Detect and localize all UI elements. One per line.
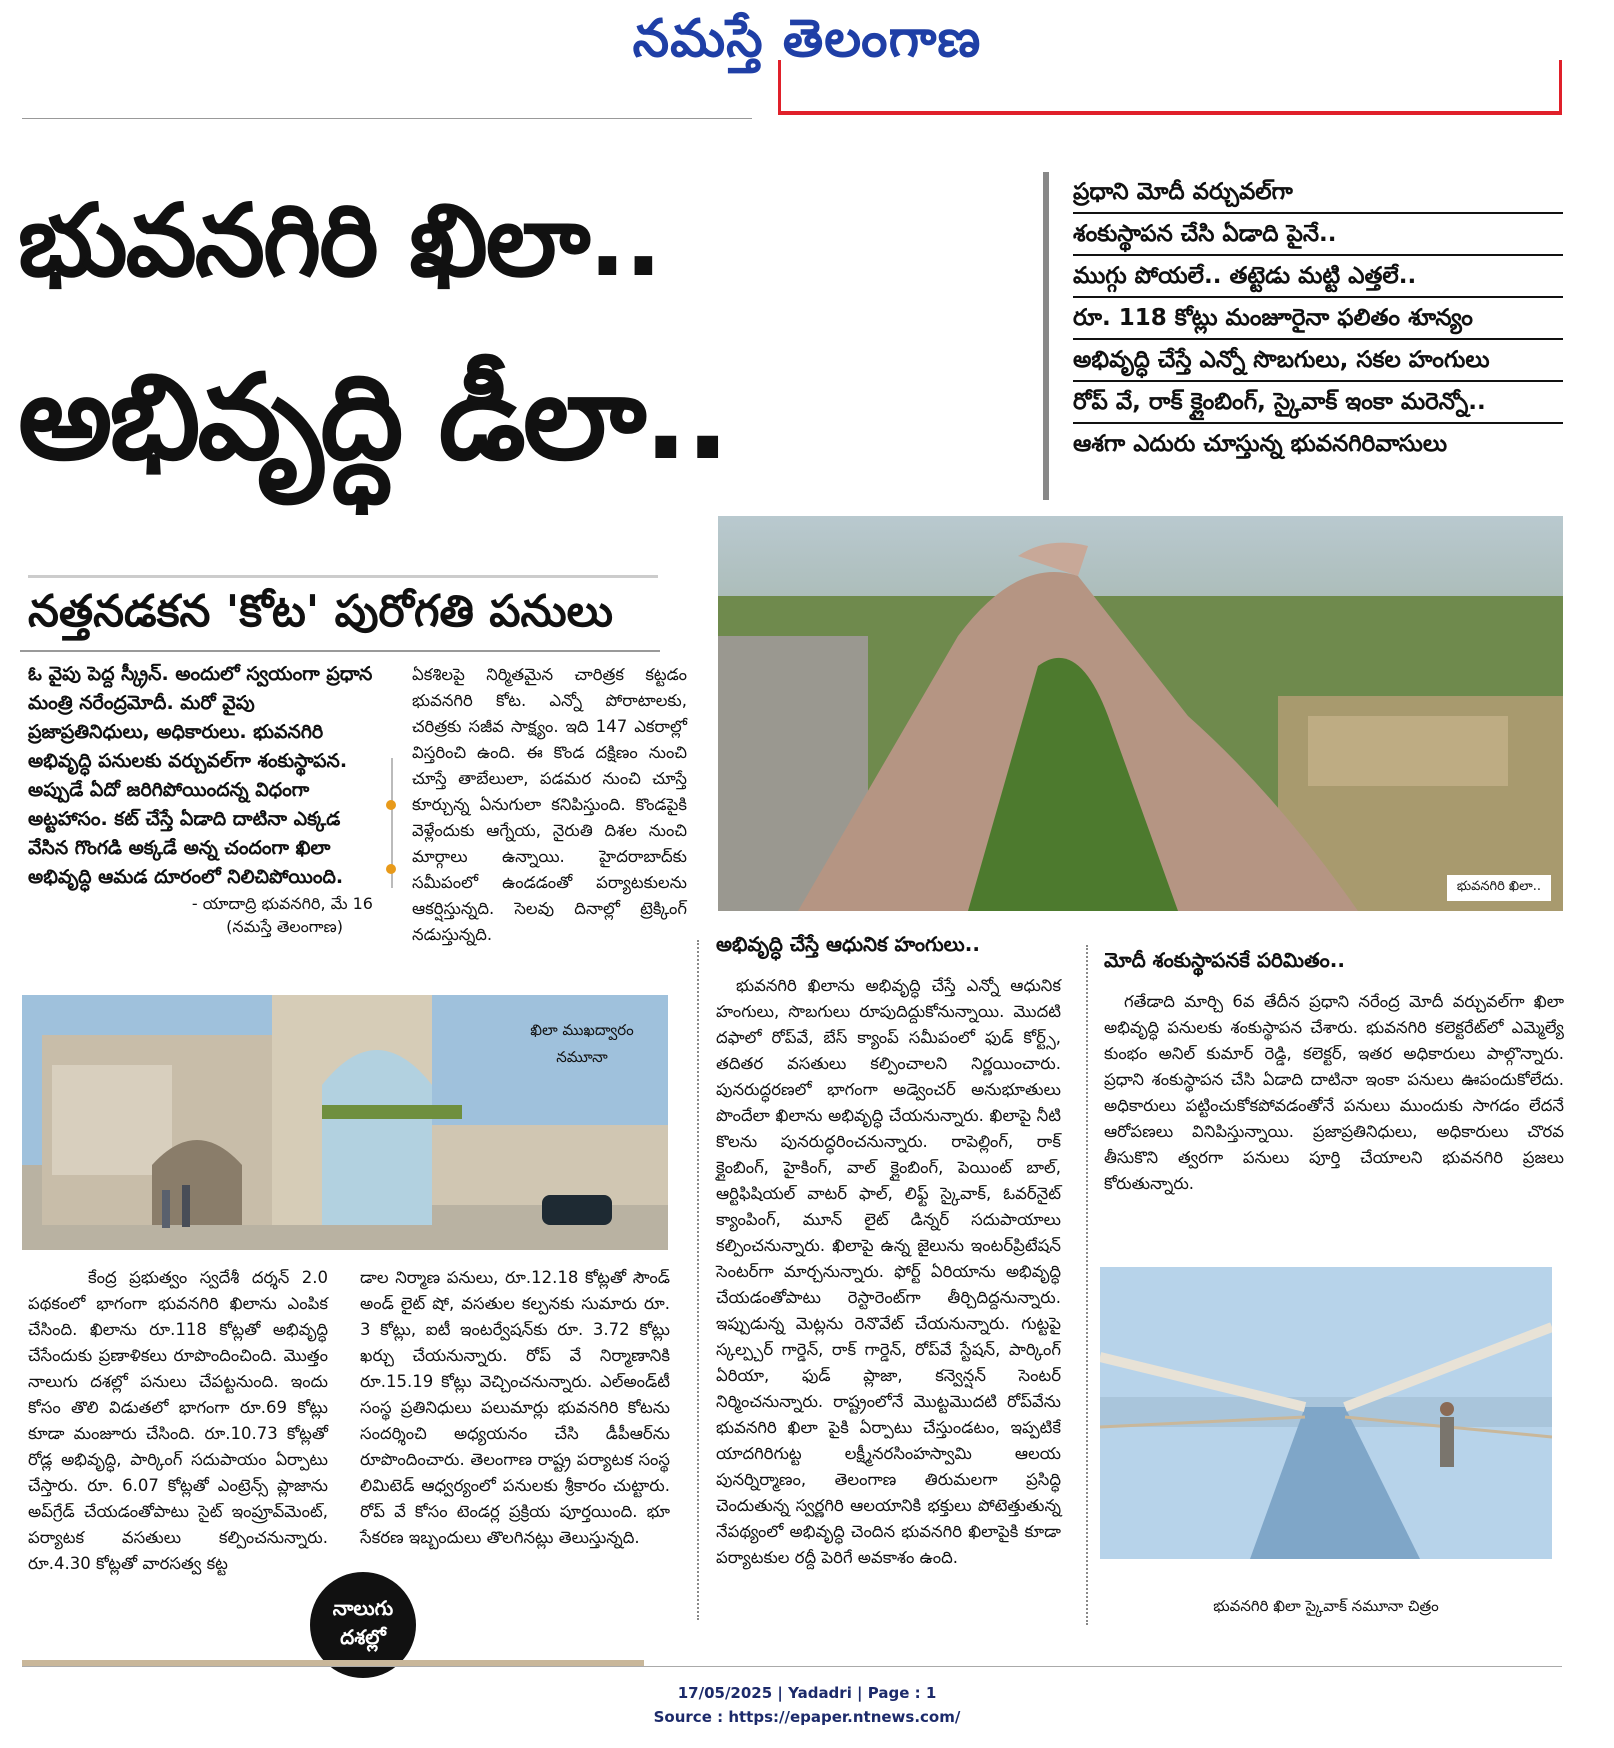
divider-dot <box>386 864 396 874</box>
headline-line-2: అభివృద్ధి డీలా.. <box>18 348 728 486</box>
modern-section <box>716 932 1061 1571</box>
summary-line: ముగ్గు పోయలే.. తట్టెడు మట్టి ఎత్తలే.. <box>1073 256 1563 298</box>
summary-line: రోప్ వే, రాక్ క్లైంబింగ్, స్కైవాక్ ఇంకా మరెన్నో.. <box>1073 382 1563 424</box>
intro-column: ఏకశిలపై నిర్మితమైన చారిత్రక కట్టడం భువనగిరి కోట. ఎన్నో పోరాటాలకు, చరిత్రకు సజీవ సాక్ష్యం. ఇది 147 ఎకరాల్లో విస్తరించి ఉంది. ఈ కొండ దక్షిణం నుంచి చూస్తే తాబేలులా, పడమర నుంచి చూస్తే కూర్చున్న ఏనుగులా కనిపిస్తుంది. కొండపైకి వెళ్లేందుకు ఆగ్నేయ, నైరుతి దిశల నుంచి మార్గాలు ఉన్నాయి. హైదరాబాద్‌కు సమీపంలో ఉండడంతో పర్యాటకులను ఆకర్షిస్తున్నది. సెలవు దినాల్లో ట్రెక్కింగ్ నడుస్తున్నది. <box>412 665 687 944</box>
modi-body: గతేడాది మార్చి 6వ తేదీన ప్రధాని నరేంద్ర మోదీ వర్చువల్‌గా ఖిలా అభివృద్ధి పనులకు శంకుస్థాపన చేశారు. భువనగిరి కలెక్టరేట్‌లో ఎమ్మెల్యే కుంభం అనిల్ కుమార్ రెడ్డి, కలెక్టర్, ఇతర అధికారులు పాల్గొన్నారు. ప్రధాని శంకుస్థాపన చేసి ఏడాది దాటినా ఇంకా పనులు ఊపందుకోలేదు. అధికారులు పట్టించుకోకపోవడంతోనే పనులు ముందుకు సాగడం లేదనే ఆరోపణలు వినిపిస్తున్నాయి. ప్రజాప్రతినిధులు, అధికారులు చొరవ తీసుకొని త్వరగా పనులు పూర్తి చేయాలని భువనగిరి ప్రజలు కోరుతున్నారు. <box>1104 992 1564 1193</box>
fort-photo-caption: భువనగిరి ఖిలా.. <box>1447 875 1551 901</box>
column-divider <box>697 940 699 1620</box>
skywalk-image <box>1100 1267 1552 1559</box>
top-red-frame <box>778 60 1562 115</box>
badge-line-2: దశల్లో <box>340 1625 386 1649</box>
summary-line: శంకుస్థాపన చేసి ఏడాది పైనే.. <box>1073 214 1563 256</box>
modi-title: మోదీ శంకుస్థాపనకే పరిమితం.. <box>1104 948 1345 972</box>
news-source: (నమస్తే తెలంగాణ) <box>226 917 343 936</box>
modi-section <box>1104 948 1564 1197</box>
fort-aerial-image <box>718 516 1563 911</box>
summary-line: రూ. 118 కోట్లు మంజూరైనా ఫలితం శూన్యం <box>1073 298 1563 340</box>
headline-line-1: భువనగిరి ఖిలా.. <box>18 182 661 299</box>
lead-column <box>28 660 373 940</box>
skywalk-photo <box>1100 1267 1552 1559</box>
summary-line: ఆశగా ఎదురు చూస్తున్న భువనగిరివాసులు <box>1073 431 1448 457</box>
badge-line-1: నాలుగు <box>332 1596 394 1620</box>
summary-sidebar <box>1043 172 1563 500</box>
phases-column-2: డాల నిర్మాణ పనులు, రూ.12.18 కోట్లతో సౌండ్ అండ్ లైట్ షో, వసతుల కల్పనకు సుమారు రూ. 3 కోట్లు, ఐటీ ఇంటర్వేషన్‌కు రూ. 3.72 కోట్లు ఖర్చు చేయనున్నారు. రోప్ వే నిర్మాణానికి రూ.15.19 కోట్లు వెచ్చించనున్నారు. ఎల్అండ్‌టీ సంస్థ ప్రతినిధులు పలుమార్లు భువనగిరి కోటను సందర్శించి అధ్యయనం చేసి డీపీఆర్‌ను రూపొందించారు. తెలంగాణ రాష్ట్ర పర్యాటక సంస్థ లిమిటెడ్ ఆధ్వర్యంలో పనులకు శ్రీకారం చుట్టారు. రోప్ వే కోసం టెండర్ల ప్రక్రియ పూర్తయింది. భూ సేకరణ ఇబ్బందులు తొలగినట్లు తెలుస్తున్నది. <box>360 1268 670 1547</box>
gate-illustration <box>22 995 668 1250</box>
gate-caption: ఖిలా ముఖద్వారం నమూనా <box>530 1021 634 1066</box>
modern-title: అభివృద్ధి చేస్తే ఆధునిక హంగులు.. <box>716 932 980 956</box>
divider-dot <box>386 800 396 810</box>
footer-source: Source : https://epaper.ntnews.com/ <box>653 1708 961 1726</box>
masthead-logo: నమస్తే తెలంగాణ <box>632 8 982 69</box>
modern-body: భువనగిరి ఖిలాను అభివృద్ధి చేస్తే ఎన్నో ఆధునిక హంగులు, సొబగులు రూపుదిద్దుకోనున్నాయి. మొదటి దఫాలో రోప్‌వే, బేస్ క్యాంప్ సమీపంలో ఫుడ్ కోర్ట్స్, తదితర వసతులు కల్పించాలని నిర్ణయించారు. పునరుద్ధరణలో భాగంగా అడ్వెంచర్ అనుభూతులు పొందేలా ఖిలాను అభివృద్ధి చేయనున్నారు. ఖిలాపై నీటి కొలను పునరుద్ధరించనున్నారు. రాపెల్లింగ్, రాక్ క్లైంబింగ్, హైకింగ్, వాల్ క్లైంబింగ్, పెయింట్ బాల్, ఆర్టిఫిషియల్ వాటర్ ఫాల్, లిఫ్ట్ స్కైవాక్, ఓవర్‌నైట్ క్యాంపింగ్, మూన్ లైట్ డిన్నర్ సదుపాయాలు కల్పించనున్నారు. ఖిలాపై ఉన్న జైలును ఇంటర్‌ప్రిటేషన్ సెంటర్‌గా మార్చనున్నారు. ఫోర్ట్ ఏరియాను అభివృద్ధి చేయడంతోపాటు రెస్టారెంట్‌గా తీర్చిదిద్దనున్నారు. ఇప్పుడున్న మెట్లను రెనొవేట్ చేయనున్నారు. గుట్టపై స్కల్ప్చర్ గార్డెన్, రాక్ గార్డెన్, రోప్‌వే స్టేషన్, పార్కింగ్ ఏరియా, ఫుడ్ ప్లాజా, కన్వెన్షన్ సెంటర్ నిర్మించనున్నారు. రాష్ట్రంలోనే మొట్టమొదటి రోప్‌వేను భువనగిరి ఖిలా పైకి ఏర్పాటు చేస్తుండటం, ఇప్పటికే యాదగిరిగుట్ట లక్ష్మీనరసింహస్వామి ఆలయ పునర్నిర్మాణం, తెలంగాణ తిరుమలగా ప్రసిద్ధి చెందుతున్న స్వర్ణగిరి ఆలయానికి భక్తులు పోటెత్తుతున్న నేపథ్యంలో అభివృద్ధి చెందిన భువనగిరి ఖిలాపైకి కూడా పర్యాటకుల రద్దీ పెరిగే అవకాశం ఉంది. <box>716 976 1061 1567</box>
lead-paragraph: ఓ వైపు పెద్ద స్క్రీన్. అందులో స్వయంగా ప్రధాన మంత్రి నరేంద్రమోదీ. మరో వైపు ప్రజాప్రతినిధులు, అధికారులు. భువనగిరి అభివృద్ధి పనులకు వర్చువల్‌గా శంకుస్థాపన. అప్పుడే ఏదో జరిగిపోయిందన్న విధంగా అట్టహాసం. కట్ చేస్తే ఏడాది దాటినా ఎక్కడ వేసిన గొంగడి అక్కడే అన్న చందంగా ఖిలా అభివృద్ధి ఆమడ దూరంలో నిలిచిపోయింది. <box>28 663 373 888</box>
summary-line: అభివృద్ధి చేస్తే ఎన్నో సొబగులు, సకల హంగులు <box>1073 340 1563 382</box>
column-divider <box>1086 945 1088 1625</box>
dateline: - యాదాద్రి భువనగిరి, మే 16 <box>191 894 373 913</box>
footer-date-page: 17/05/2025 | Yadadri | Page : 1 <box>677 1684 937 1702</box>
summary-line: ప్రధాని మోదీ వర్చువల్‌గా <box>1073 172 1563 214</box>
fort-aerial-photo <box>718 516 1563 911</box>
top-divider <box>22 118 752 119</box>
subheading-rule <box>20 650 660 652</box>
phases-column-1: కేంద్ర ప్రభుత్వం స్వదేశీ దర్శన్ 2.0 పథకంలో భాగంగా భువనగిరి ఖిలాను ఎంపిక చేసింది. ఖిలాను రూ.118 కోట్లతో అభివృద్ధి చేసేందుకు ప్రణాళికలు రూపొందించింది. మొత్తం నాలుగు దశల్లో పనులు చేపట్టనుంది. ఇందు కోసం తొలి విడుతలో భాగంగా రూ.69 కోట్లు కూడా మంజూరు చేసింది. రూ.10.73 కోట్లతో రోడ్ల అభివృద్ధి, పార్కింగ్ సదుపాయం ఏర్పాటు చేస్తారు. రూ. 6.07 కోట్లతో ఎంట్రెన్స్ ప్లాజాను అప్‌గ్రేడ్ చేయడంతోపాటు సైట్ ఇంప్రూవ్‌మెంట్, పర్యాటక వసతులు కల్పించనున్నారు. రూ.4.30 కోట్లతో వారసత్వ కట్ట <box>28 1268 328 1573</box>
subheading: నత్తనడకన 'కోట' పురోగతి పనులు <box>28 575 658 648</box>
bottom-rule <box>22 1666 1562 1667</box>
skywalk-caption: భువనగిరి ఖిలా స్కైవాక్ నమూనా చిత్రం <box>1213 1597 1439 1615</box>
